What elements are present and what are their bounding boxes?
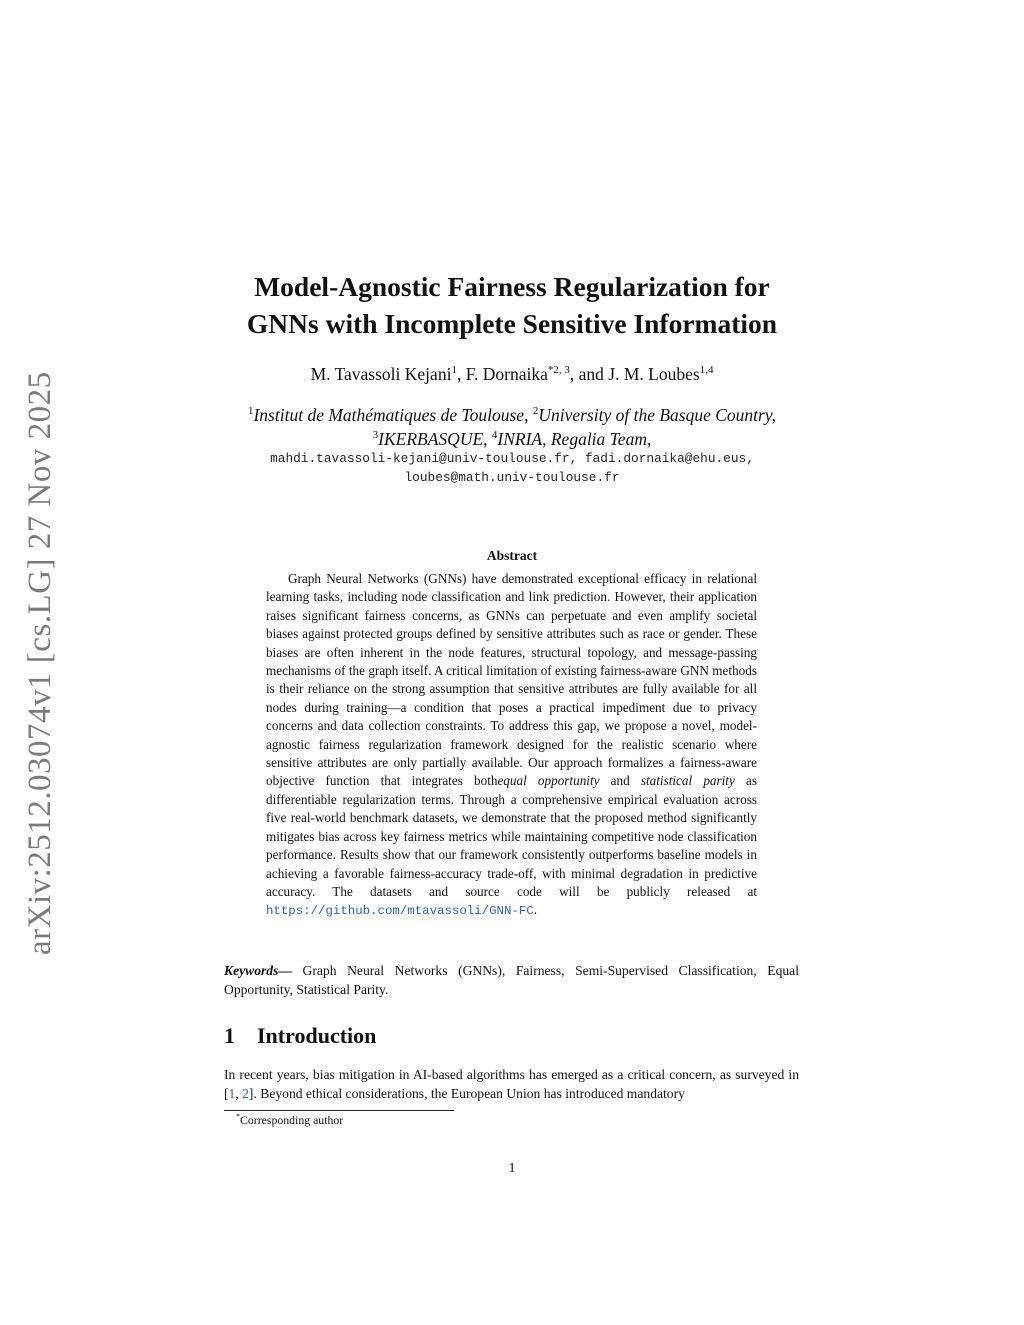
- footnote-mark: *: [236, 1112, 240, 1122]
- citation-separator: ,: [235, 1085, 243, 1101]
- keywords-text: Graph Neural Networks (GNNs), Fairness, Semi-Supervised Classification, Equal Opportunity, Statistical Parity.: [224, 963, 799, 997]
- title-line-2: GNNs with Incomplete Sensitive Information: [246, 308, 778, 339]
- paper-title: [200, 268, 824, 342]
- introduction-text: [224, 1066, 799, 1103]
- abstract-emphasis: equal opportunity: [497, 773, 600, 789]
- affiliation-mark: 1: [247, 405, 254, 418]
- abstract-heading: Abstract: [486, 548, 538, 563]
- author-separator: , and: [569, 364, 609, 384]
- citation-link[interactable]: 1: [228, 1085, 236, 1101]
- citation-link[interactable]: 2: [242, 1085, 249, 1101]
- affiliation-list: [200, 403, 824, 451]
- author-separator: ,: [456, 364, 466, 384]
- affiliation-separator: ,: [483, 429, 492, 449]
- abstract-text: Graph Neural Networks (GNNs) have demonstrated exceptional efficacy in relational learning tasks, including node classification and link prediction. However, their application raises significant fairness concerns, as GNNs can perpetuate and even amplify societal biases against protected groups defined by sensitive attributes such as race or gender. These biases are often inherent in the node features, structural topology, and message-passing mechanisms of the graph itself. A critical limitation of existing fairness-aware GNN methods is their reliance on the strong assumption that sensitive attributes are fully available for all nodes during training—a condition that poses a practical impediment due to privacy concerns and data collection constraints. To address this gap, we propose a novel, model-agnostic fairness regularization framework designed for the realistic scenario where sensitive attributes are only partially available. Our approach formalizes a fairness-aware objective function that integrates both: [266, 571, 757, 789]
- abstract-emphasis: statistical parity: [640, 773, 735, 789]
- author-name: F. Dornaika: [465, 364, 548, 384]
- source-code-link[interactable]: https://github.com/mtavassoli/GNN-FC: [266, 904, 534, 919]
- affiliation-mark: 2: [532, 405, 539, 418]
- section-number: 1: [224, 1023, 235, 1048]
- author-affiliation-mark: *2, 3: [547, 364, 570, 377]
- author-affiliation-mark: 1,4: [699, 364, 714, 377]
- affiliation-separator: ,: [771, 405, 777, 425]
- author-name: M. Tavassoli Kejani: [310, 364, 452, 384]
- intro-text: ]. Beyond ethical considerations, the European Union has introduced mandatory: [248, 1085, 685, 1101]
- page-number: 1: [508, 1161, 516, 1176]
- author-name: J. M. Loubes: [608, 364, 700, 384]
- abstract-text: and: [599, 773, 641, 789]
- affiliation-name: IKERBASQUE: [378, 429, 484, 449]
- footnote: [236, 1113, 343, 1128]
- section-heading: [224, 1023, 376, 1049]
- keywords-label: Keywords—: [224, 963, 292, 978]
- title-line-1: Model-Agnostic Fairness Regularization for: [254, 271, 770, 302]
- affiliation-name: University of the Basque Country: [538, 405, 772, 425]
- author-list: [200, 364, 824, 385]
- arxiv-identifier: arXiv:2512.03074v1 [cs.LG] 27 Nov 2025: [22, 371, 58, 955]
- email-line-1: mahdi.tavassoli-kejani@univ-toulouse.fr, fadi.dornaika@ehu.eus,: [270, 451, 754, 466]
- email-line-2: loubes@math.univ-toulouse.fr: [404, 469, 620, 485]
- affiliation-name: INRIA, Regalia Team: [497, 429, 647, 449]
- section-title: Introduction: [257, 1023, 377, 1048]
- affiliation-separator: ,: [646, 429, 652, 449]
- keywords: [224, 962, 799, 999]
- affiliation-name: Institut de Mathématiques de Toulouse: [253, 405, 525, 425]
- affiliation-mark: 3: [372, 429, 379, 442]
- footnote-divider: [224, 1110, 454, 1111]
- author-emails: [180, 450, 844, 487]
- affiliation-separator: ,: [524, 405, 533, 425]
- intro-text: In recent years, bias mitigation in AI-based algorithms has emerged as a critical concern, as surveyed in [: [224, 1067, 799, 1101]
- abstract-text: as differentiable regularization terms. Through a comprehensive empirical evaluation across five real-world benchmark datasets, we demonstrate that the proposed method significantly mitigates bias across key fairness metrics while maintaining competitive node classification performance. Results show that our framework consistently outperforms baseline models in achieving a favorable fairness-accuracy trade-off, with minimal degradation in predictive accuracy. The datasets and source code will be publicly released at: [266, 773, 757, 899]
- author-affiliation-mark: 1: [451, 364, 457, 377]
- abstract-text: .: [533, 902, 537, 918]
- footnote-text: Corresponding author: [240, 1113, 344, 1127]
- affiliation-mark: 4: [491, 429, 498, 442]
- abstract-body: [266, 570, 757, 921]
